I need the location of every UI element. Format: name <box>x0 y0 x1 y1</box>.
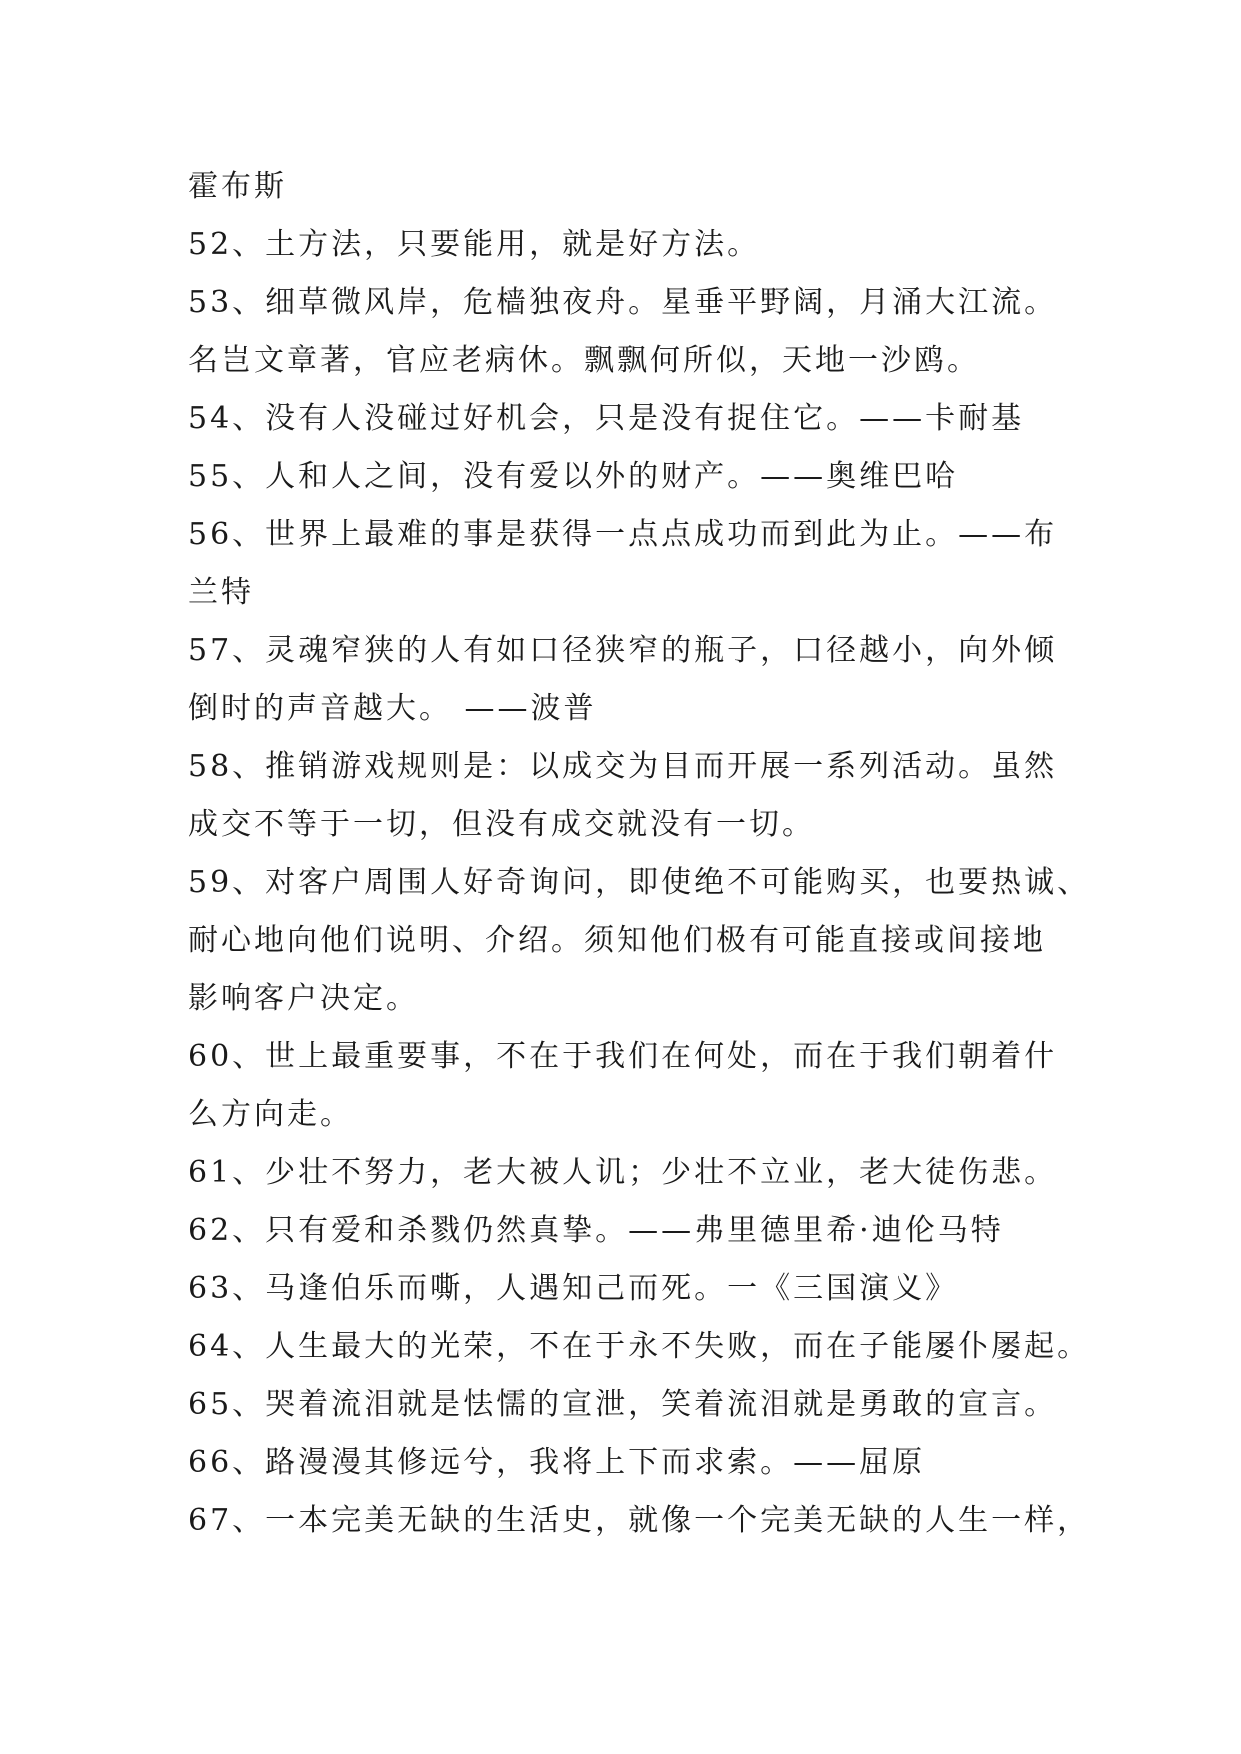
quote-61: 61、少壮不努力，老大被人讥；少壮不立业，老大徒伤悲。 <box>188 1155 1058 1190</box>
quote-57-continued: 倒时的声音越大。 ——波普 <box>188 691 597 726</box>
quote-53-continued: 名岂文章著，官应老病休。飘飘何所似，天地一沙鸥。 <box>188 343 980 378</box>
quote-64: 64、人生最大的光荣，不在于永不失败，而在子能屡仆屡起。 <box>188 1329 1091 1364</box>
quote-53: 53、细草微风岸，危樯独夜舟。星垂平野阔，月涌大江流。 <box>188 285 1058 320</box>
quote-57: 57、灵魂窄狭的人有如口径狭窄的瓶子，口径越小，向外倾 <box>188 633 1058 668</box>
quote-52: 52、土方法，只要能用，就是好方法。 <box>188 227 761 262</box>
quote-55: 55、人和人之间，没有爱以外的财产。——奥维巴哈 <box>188 459 959 494</box>
quote-58-continued: 成交不等于一切，但没有成交就没有一切。 <box>188 807 815 842</box>
quote-54: 54、没有人没碰过好机会，只是没有捉住它。——卡耐基 <box>188 401 1025 436</box>
quote-60: 60、世上最重要事，不在于我们在何处，而在于我们朝着什 <box>188 1039 1058 1074</box>
quote-67: 67、一本完美无缺的生活史，就像一个完美无缺的人生一样， <box>188 1503 1091 1538</box>
quote-63: 63、马逢伯乐而嘶，人遇知己而死。一《三国演义》 <box>188 1271 959 1306</box>
quote-60-continued: 么方向走。 <box>188 1097 353 1132</box>
quote-66: 66、路漫漫其修远兮，我将上下而求索。——屈原 <box>188 1445 926 1480</box>
quote-59: 59、对客户周围人好奇询问，即使绝不可能购买，也要热诚、 <box>188 865 1091 900</box>
quote-59-continued: 影响客户决定。 <box>188 981 419 1016</box>
quote-58: 58、推销游戏规则是：以成交为目而开展一系列活动。虽然 <box>188 749 1058 784</box>
text-line: 霍布斯 <box>188 169 287 204</box>
quote-59-continued: 耐心地向他们说明、介绍。须知他们极有可能直接或间接地 <box>188 923 1046 958</box>
quote-56-continued: 兰特 <box>188 575 254 610</box>
quote-65: 65、哭着流泪就是怯懦的宣泄，笑着流泪就是勇敢的宣言。 <box>188 1387 1058 1422</box>
document-body <box>188 158 1091 1550</box>
quote-56: 56、世界上最难的事是获得一点点成功而到此为止。——布 <box>188 517 1058 552</box>
quote-62: 62、只有爱和杀戮仍然真挚。——弗里德里希·迪伦马特 <box>188 1213 1004 1248</box>
